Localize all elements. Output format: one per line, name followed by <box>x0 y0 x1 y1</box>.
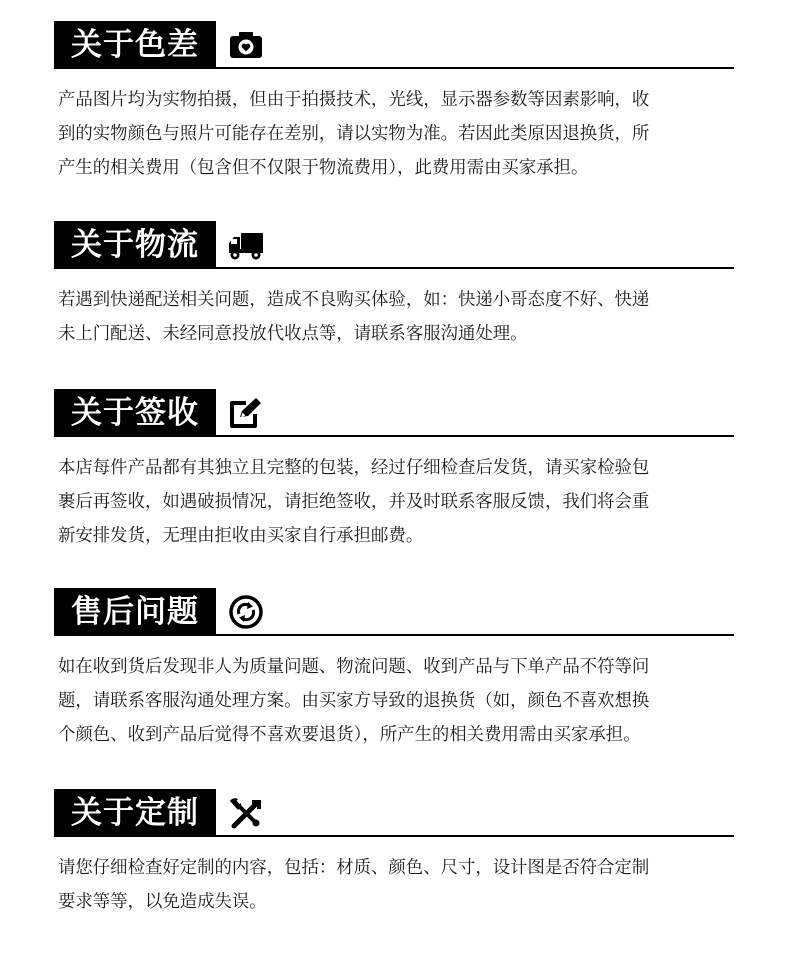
section-body <box>58 283 734 351</box>
body-line: 到的实物颜色与照片可能存在差别，请以实物为准。若因此类原因退换货，所 <box>58 124 650 144</box>
section-body <box>58 451 734 553</box>
tools-icon <box>226 795 266 831</box>
section-body <box>58 851 734 919</box>
header-underline <box>54 67 734 69</box>
section-title: 关于色差 <box>54 21 216 69</box>
section-customization <box>54 789 734 919</box>
header-underline <box>54 267 734 269</box>
header-underline <box>54 634 734 636</box>
section-title: 关于定制 <box>54 789 216 837</box>
header-underline <box>54 435 734 437</box>
edit-icon <box>226 395 266 431</box>
body-line: 请您仔细检查好定制的内容，包括：材质、颜色、尺寸，设计图是否符合定制 <box>58 858 650 878</box>
section-body <box>58 650 734 752</box>
body-line: 若遇到快递配送相关问题，造成不良购买体验，如：快递小哥态度不好、快递 <box>58 290 650 310</box>
body-line: 未上门配送、未经同意投放代收点等，请联系客服沟通处理。 <box>58 324 528 344</box>
header-underline <box>54 835 734 837</box>
body-line: 产生的相关费用（包含但不仅限于物流费用），此费用需由买家承担。 <box>58 158 589 178</box>
section-title: 售后问题 <box>54 588 216 636</box>
body-line: 个颜色、收到产品后觉得不喜欢要退货），所产生的相关费用需由买家承担。 <box>58 725 641 745</box>
camera-icon <box>226 27 266 63</box>
section-header <box>54 789 734 837</box>
section-title: 关于签收 <box>54 389 216 437</box>
body-line: 题，请联系客服沟通处理方案。由买家方导致的退换货（如，颜色不喜欢想换 <box>58 691 650 711</box>
section-sign-for <box>54 389 734 553</box>
body-line: 本店每件产品都有其独立且完整的包装，经过仔细检查后发货，请买家检验包 <box>58 458 650 478</box>
section-header <box>54 588 734 636</box>
body-line: 如在收到货后发现非人为质量问题、物流问题、收到产品与下单产品不符等问 <box>58 657 650 677</box>
section-header <box>54 389 734 437</box>
section-header <box>54 221 734 269</box>
body-line: 产品图片均为实物拍摄，但由于拍摄技术，光线，显示器参数等因素影响，收 <box>58 90 650 110</box>
body-line: 要求等等，以免造成失误。 <box>58 892 267 912</box>
section-header <box>54 21 734 69</box>
section-body <box>58 83 734 185</box>
delivery-truck-icon <box>226 227 266 263</box>
section-color-difference <box>54 21 734 185</box>
section-title: 关于物流 <box>54 221 216 269</box>
section-logistics <box>54 221 734 351</box>
body-line: 裹后再签收，如遇破损情况，请拒绝签收，并及时联系客服反馈，我们将会重 <box>58 492 650 512</box>
body-line: 新安排发货，无理由拒收由买家自行承担邮费。 <box>58 526 424 546</box>
refresh-icon <box>226 594 266 630</box>
section-after-sales <box>54 588 734 752</box>
